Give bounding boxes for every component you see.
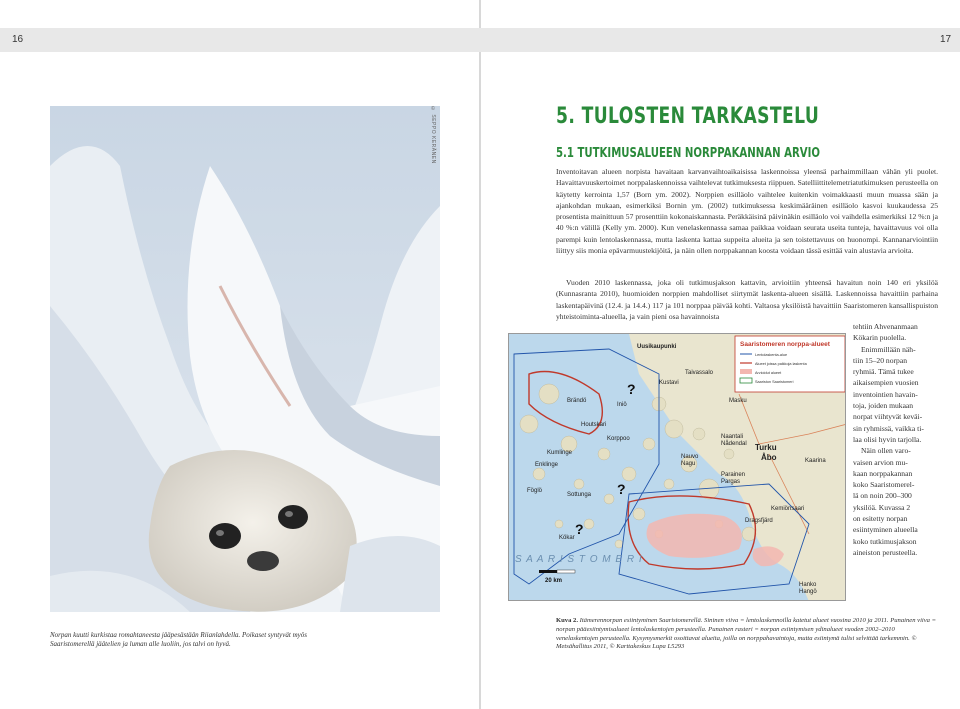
- text-line: vaisen arvion mu-: [853, 457, 908, 467]
- question-mark: ?: [575, 521, 584, 537]
- figure-caption-text: Itämerennorpan esiintyminen Saaristomerellä. Sininen viiva = lentolaskennoilla katetut alueet vuosina 2010 ja 2011. Punainen viiva = norpan pääesiintymisalueet lentolaskentojen perusteella. Punainen rasteri = norpan esiintymisen ydinalueet vuoden 2002–2010 venelaskentojen perusteella. Kysymysmerkit osoittavat alueita, joilla on norppahavaintoja, mutta esiintymä tulisi selvittää tarkemmin. © Metsähallitus 2011, © Karttakeskus Lupa L5293: [556, 617, 937, 651]
- photo-caption: Norpan kuutti kurkistaa romahtaneesta jääpesästään Riianlahdella. Poikaset syntyvät myös Saaristomerellä jäätelien ja luman alle luoliin, jos talvi on hyvä.: [50, 631, 307, 648]
- sea-label: S A A R I S T O M E R I: [515, 554, 643, 565]
- map-label: Enklinge: [535, 462, 559, 468]
- text-line: aineiston perusteella.: [853, 547, 918, 557]
- map-label: Iniö: [617, 402, 627, 408]
- page-gutter: [479, 0, 481, 709]
- map-label: Houtskari: [581, 422, 607, 428]
- text-line: laa olisi hyvin tarjolla.: [853, 434, 922, 444]
- map-caption: [556, 617, 938, 652]
- scale-bar-label: 20 km: [545, 578, 563, 584]
- photo-credit: © SEPPO KERÄNEN: [430, 106, 436, 164]
- question-mark: ?: [627, 381, 636, 397]
- map-label: Kemiönsaari: [771, 506, 805, 512]
- legend-item: Saariston Saaristomeri: [755, 380, 794, 384]
- map-label: Kökar: [559, 535, 575, 541]
- text-line: lä on noin 200–300: [853, 491, 912, 501]
- text-line: esiintyminen alueella: [853, 525, 918, 535]
- text-line: inventointien havain-: [853, 389, 918, 399]
- map-label: Nagu: [681, 461, 696, 467]
- text-line: norpat viihtyvät keväi-: [853, 412, 923, 422]
- paragraph-1: Inventoitavan alueen norpista havaitaan karvanvaihtoaikaisissa laskennoissa yleensä parhaimmillaan vähän yli puolet. Havaittavuuskertoimet norppalaskennoissa vaihtelevat tutkimuksesta riippuen. Satelliittitelemetriatutkimuksen perusteella on käytetty kerrointa 1,57 (Born ym. 2002). Norppien esilläolo vaihtelee kuitenkin voimakkaasti muun muassa sään ja ajankohdan mukaan, esimerkiksi Bornin ym. (2002) tutkimuksessa keskimääräinen esilläolo kasvoi kuukaudessa 25 prosentista mainittuun 57 prosenttiin kokonaiskannasta. Peräkkäisinä päivinäkin esilläolo voi vaihdella esimerkiksi 12 %:n ja 40 %:n välillä (Kelly ym. 2000). Kun venelaskennassa samaa paikkaa voidaan seurata useita tunteja, havaittavuus voi olla parempi kuin lentolaskennassa, mutta laskenta kattaa suppeita alueita ja sen toistettavuus on huonompi. Kannanarviointiin liittyy siis monia epävarmuustekijöitä, ja näin ollen norppakannan koosta voidaan tässä esittää vain alustavia arvioita.: [556, 167, 938, 256]
- map-label: Brändö: [567, 398, 587, 404]
- map-label: Parainen: [721, 472, 746, 478]
- map-label: Hangö: [799, 589, 817, 595]
- paragraph-3-column: [853, 321, 939, 558]
- map-label: Dragsfjärd: [745, 518, 773, 524]
- paragraph-2: Vuoden 2010 laskennassa, joka oli tutkimusjakson kattavin, arvioitiin yhteensä havaitun noin 140 eri yksilöä (Kunnasranta 2010), huomioiden norppien mahdolliset siirtymät laskenta-alueen sisällä. Laskennoissa havaittiin parhaina laskentapäivinä (12.4. ja 14.4.) 117 ja 101 norppaa päivää kohti. Valtaosa yksilöistä havaittiin Saaristomeren kansallispuiston yhteistoiminta-alueella, ja vain pieni osa havainnoista: [556, 278, 938, 321]
- text-line: toja, joiden mukaan: [853, 401, 914, 411]
- map-label: Masku: [729, 398, 747, 404]
- text-line: koko Saaristomerel-: [853, 480, 915, 490]
- chapter-heading: 5. TULOSTEN TARKASTELU: [556, 104, 820, 129]
- section-heading: 5.1 TUTKIMUSALUEEN NORPPAKANNAN ARVIO: [556, 146, 821, 161]
- map-label: Hanko: [799, 582, 817, 588]
- text-line: kaan norppakannan: [853, 468, 913, 478]
- figure-label: Kuva 2.: [556, 617, 578, 624]
- map-label: Kumlinge: [547, 450, 573, 456]
- question-mark: ?: [617, 481, 626, 497]
- map-label: Uusikaupunki: [637, 344, 677, 350]
- map-label: Åbo: [761, 453, 777, 462]
- map-label: Kaarina: [805, 458, 826, 464]
- map-label: Taivassalo: [685, 370, 714, 376]
- map-label: Korppoo: [607, 436, 630, 442]
- map-label: Nauvo: [681, 454, 699, 460]
- map-label: Kustavi: [659, 380, 679, 386]
- map-label: Turku: [755, 443, 777, 452]
- archipelago-map: [508, 333, 846, 601]
- text-line: sin ryhmissä, vaikka ti-: [853, 423, 924, 433]
- text-line: tehtiin Ahvenanmaan: [853, 322, 918, 331]
- text-line: yksilöä. Kuvassa 2: [853, 502, 911, 512]
- map-label: Föglö: [527, 488, 543, 494]
- text-line: tiin 15–20 norpan: [853, 355, 907, 365]
- map-label: Nådendal: [721, 441, 747, 447]
- map-label: Sottunga: [567, 492, 592, 498]
- text-line: Näin ollen varo-: [861, 446, 911, 456]
- text-line: ryhmiä. Tämä tukee: [853, 367, 914, 377]
- map-label: Pargas: [721, 479, 741, 485]
- map-label: Naantali: [721, 434, 744, 440]
- header-band: [0, 28, 960, 52]
- text-line: aikaisempien vuosien: [853, 378, 919, 388]
- legend-item: Lentolaskenta-alue: [755, 353, 788, 357]
- legend-item: Arvioidut alueet: [755, 371, 782, 375]
- text-line: Enimmillään näh-: [861, 344, 916, 354]
- page-number-left: 16: [12, 34, 24, 45]
- text-line: koko tutkimusjakson: [853, 536, 917, 546]
- map-legend-title: Saaristomeren norppa-alueet: [740, 341, 830, 348]
- text-line: on esitetty norpan: [853, 514, 908, 524]
- seal-pup-photo: [50, 106, 440, 612]
- text-line: Kökarin puolella.: [853, 333, 907, 343]
- legend-item: Alueet joissa paikkoja laskenta: [755, 362, 807, 366]
- page-number-right: 17: [940, 34, 952, 45]
